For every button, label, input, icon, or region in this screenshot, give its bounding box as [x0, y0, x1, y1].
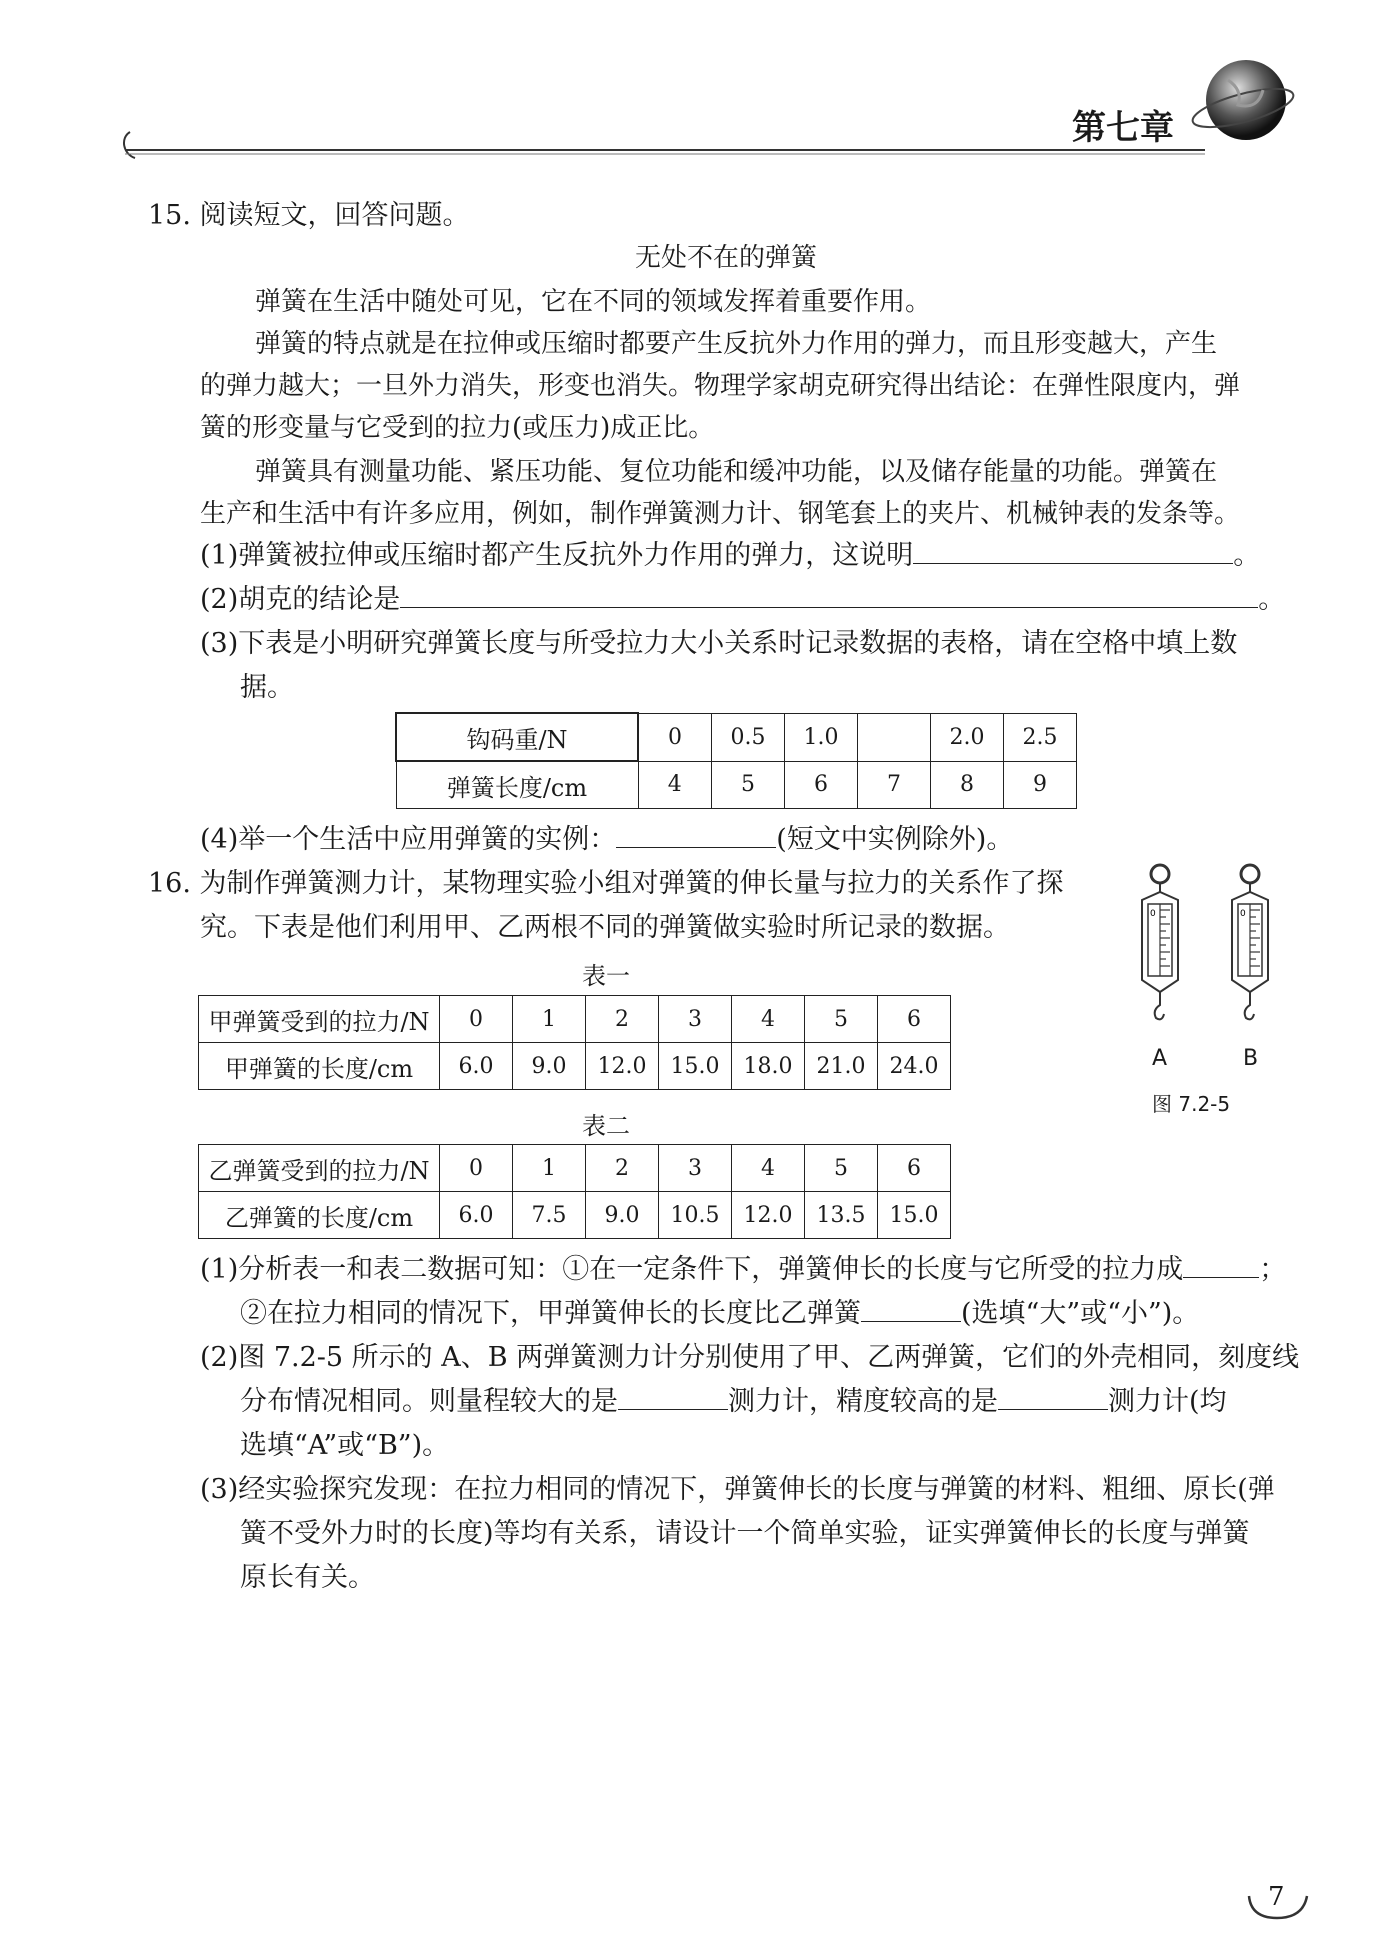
table-cell: 1.0 — [785, 713, 858, 761]
table-cell: 5 — [805, 996, 878, 1043]
answer-blank[interactable] — [1183, 1251, 1259, 1278]
table-row — [199, 1192, 951, 1239]
q16-subquestion-3-line-2: 簧不受外力时的长度)等均有关系，请设计一个简单实验，证实弹簧伸长的长度与弹簧 — [240, 1518, 1250, 1549]
table-cell: 9.0 — [586, 1192, 659, 1239]
q16-stem-line-2: 究。下表是他们利用甲、乙两根不同的弹簧做实验时所记录的数据。 — [200, 912, 1010, 943]
spring-scale-b — [1232, 865, 1268, 1019]
q16-s2-l2-text-a: 分布情况相同。则量程较大的是 — [240, 1386, 618, 1417]
table-cell: 4 — [732, 1145, 805, 1192]
answer-blank[interactable] — [400, 581, 1258, 608]
q15-s1-text: (1)弹簧被拉伸或压缩时都产生反抗外力作用的弹力，这说明 — [200, 540, 914, 571]
table-cell: 24.0 — [878, 1043, 951, 1090]
table-row — [396, 761, 1077, 809]
table-cell: 12.0 — [732, 1192, 805, 1239]
table-cell: 18.0 — [732, 1043, 805, 1090]
figure-label-b: B — [1243, 1046, 1259, 1071]
row-label: 乙弹簧受到的拉力/N — [199, 1145, 440, 1192]
table-cell: 0.5 — [712, 713, 785, 761]
q16-subquestion-1-line-2 — [240, 1294, 1199, 1334]
svg-text:0: 0 — [1240, 909, 1246, 919]
q16-subquestion-1-line-1 — [200, 1250, 1286, 1290]
table-cell: 0 — [440, 1145, 513, 1192]
q15-stem: 15. 阅读短文，回答问题。 — [148, 200, 470, 231]
q16-s1-text: (1)分析表一和表二数据可知：①在一定条件下，弹簧伸长的长度与它所受的拉力成 — [200, 1254, 1184, 1285]
table-cell: 13.5 — [805, 1192, 878, 1239]
q16-s1-l2-end: (选填“大”或“小”)。 — [961, 1298, 1200, 1329]
q16-s1-l2-text: ②在拉力相同的情况下，甲弹簧伸长的长度比乙弹簧 — [240, 1298, 861, 1329]
q16-subquestion-2-line-2 — [240, 1382, 1227, 1422]
row-label: 弹簧长度/cm — [396, 761, 638, 809]
table-cell: 12.0 — [586, 1043, 659, 1090]
q16-subquestion-3-line-3: 原长有关。 — [240, 1562, 375, 1593]
table-cell: 6 — [878, 1145, 951, 1192]
svg-text:0: 0 — [1150, 909, 1156, 919]
answer-blank[interactable] — [913, 537, 1233, 564]
q15-subquestion-2 — [200, 580, 1285, 620]
q15-paragraph-3-line-2: 生产和生活中有许多应用，例如，制作弹簧测力计、钢笔套上的夹片、机械钟表的发条等。 — [200, 499, 1241, 529]
q15-paragraph-2-line-2: 的弹力越大；一旦外力消失，形变也消失。物理学家胡克研究得出结论：在弹性限度内，弹 — [200, 371, 1241, 401]
figure-caption: 图 7.2-5 — [1152, 1092, 1231, 1116]
table-cell-blank[interactable] — [858, 713, 931, 761]
table-cell: 6.0 — [440, 1192, 513, 1239]
q15-paragraph-1: 弹簧在生活中随处可见，它在不同的领域发挥着重要作用。 — [255, 287, 932, 317]
table-cell: 10.5 — [659, 1192, 732, 1239]
table-cell: 4 — [732, 996, 805, 1043]
table-row — [199, 1145, 951, 1192]
table-cell: 2.5 — [1004, 713, 1077, 761]
q16-table-2 — [198, 1144, 951, 1239]
globe-icon — [1188, 50, 1298, 160]
table-cell: 2.0 — [931, 713, 1004, 761]
q15-paragraph-2-line-1: 弹簧的特点就是在拉伸或压缩时都要产生反抗外力作用的弹力，而且形变越大，产生 — [255, 329, 1218, 359]
table-cell: 0 — [638, 713, 712, 761]
row-label: 甲弹簧受到的拉力/N — [199, 996, 440, 1043]
answer-blank[interactable] — [618, 1383, 728, 1410]
table-cell: 15.0 — [878, 1192, 951, 1239]
table-cell: 8 — [931, 761, 1004, 809]
q16-subquestion-2-line-3: 选填“A”或“B”)。 — [240, 1430, 450, 1461]
row-label: 乙弹簧的长度/cm — [199, 1192, 440, 1239]
table-row — [199, 996, 951, 1043]
table-cell: 3 — [659, 996, 732, 1043]
q16-table-1 — [198, 995, 951, 1090]
q15-subquestion-3-line-2: 据。 — [240, 672, 294, 703]
spring-scale-diagram — [1130, 860, 1290, 1040]
q15-data-table — [395, 712, 1077, 809]
table-row — [396, 713, 1077, 761]
table-cell: 9.0 — [513, 1043, 586, 1090]
row-label: 甲弹簧的长度/cm — [199, 1043, 440, 1090]
table1-caption: 表一 — [582, 962, 630, 990]
page-number: 7 — [1268, 1882, 1285, 1912]
answer-blank[interactable] — [998, 1383, 1108, 1410]
q15-s1-end: 。 — [1233, 540, 1261, 571]
q16-s2-l2-text-c: 测力计(均 — [1108, 1386, 1227, 1417]
table-cell: 3 — [659, 1145, 732, 1192]
table-cell: 2 — [586, 996, 659, 1043]
answer-blank[interactable] — [616, 821, 776, 848]
table-cell: 21.0 — [805, 1043, 878, 1090]
q16-stem-line-1: 16. 为制作弹簧测力计，某物理实验小组对弹簧的伸长量与拉力的关系作了探 — [148, 868, 1064, 899]
q15-subquestion-1 — [200, 536, 1260, 576]
answer-blank[interactable] — [861, 1295, 961, 1322]
q15-paragraph-3-line-1: 弹簧具有测量功能、紧压功能、复位功能和缓冲功能，以及储存能量的功能。弹簧在 — [255, 457, 1218, 487]
table-cell: 6 — [878, 996, 951, 1043]
q15-s4-end: (短文中实例除外)。 — [776, 824, 1014, 855]
table-cell: 6.0 — [440, 1043, 513, 1090]
spring-scale-a — [1142, 865, 1178, 1019]
q15-s4-text: (4)举一个生活中应用弹簧的实例： — [200, 824, 617, 855]
table-cell: 2 — [586, 1145, 659, 1192]
q15-s2-text: (2)胡克的结论是 — [200, 584, 401, 615]
chapter-title: 第七章 — [1072, 108, 1174, 148]
table-cell: 6 — [785, 761, 858, 809]
q15-article-title: 无处不在的弹簧 — [635, 243, 818, 273]
table-cell: 1 — [513, 996, 586, 1043]
q16-subquestion-3-line-1: (3)经实验探究发现：在拉力相同的情况下，弹簧伸长的长度与弹簧的材料、粗细、原长(弹 — [200, 1474, 1275, 1505]
table-cell: 0 — [440, 996, 513, 1043]
table-cell: 15.0 — [659, 1043, 732, 1090]
row-label: 钩码重/N — [396, 713, 638, 761]
q16-subquestion-2-line-1: (2)图 7.2-5 所示的 A、B 两弹簧测力计分别使用了甲、乙两弹簧，它们的外壳相同，刻度线 — [200, 1342, 1300, 1373]
table-cell: 5 — [712, 761, 785, 809]
q16-s2-l2-text-b: 测力计，精度较高的是 — [728, 1386, 998, 1417]
figure-label-a: A — [1152, 1046, 1168, 1071]
q16-s1-end: ； — [1259, 1254, 1287, 1285]
q15-paragraph-2-line-3: 簧的形变量与它受到的拉力(或压力)成正比。 — [200, 413, 715, 443]
table-cell: 7 — [858, 761, 931, 809]
table-cell: 4 — [638, 761, 712, 809]
q15-s2-end: 。 — [1258, 584, 1286, 615]
table-cell: 5 — [805, 1145, 878, 1192]
table2-caption: 表二 — [582, 1112, 630, 1140]
q15-subquestion-3-line-1: (3)下表是小明研究弹簧长度与所受拉力大小关系时记录数据的表格，请在空格中填上数 — [200, 628, 1238, 659]
table-row — [199, 1043, 951, 1090]
q15-subquestion-4 — [200, 820, 1013, 860]
table-cell: 9 — [1004, 761, 1077, 809]
table-cell: 7.5 — [513, 1192, 586, 1239]
table-cell: 1 — [513, 1145, 586, 1192]
